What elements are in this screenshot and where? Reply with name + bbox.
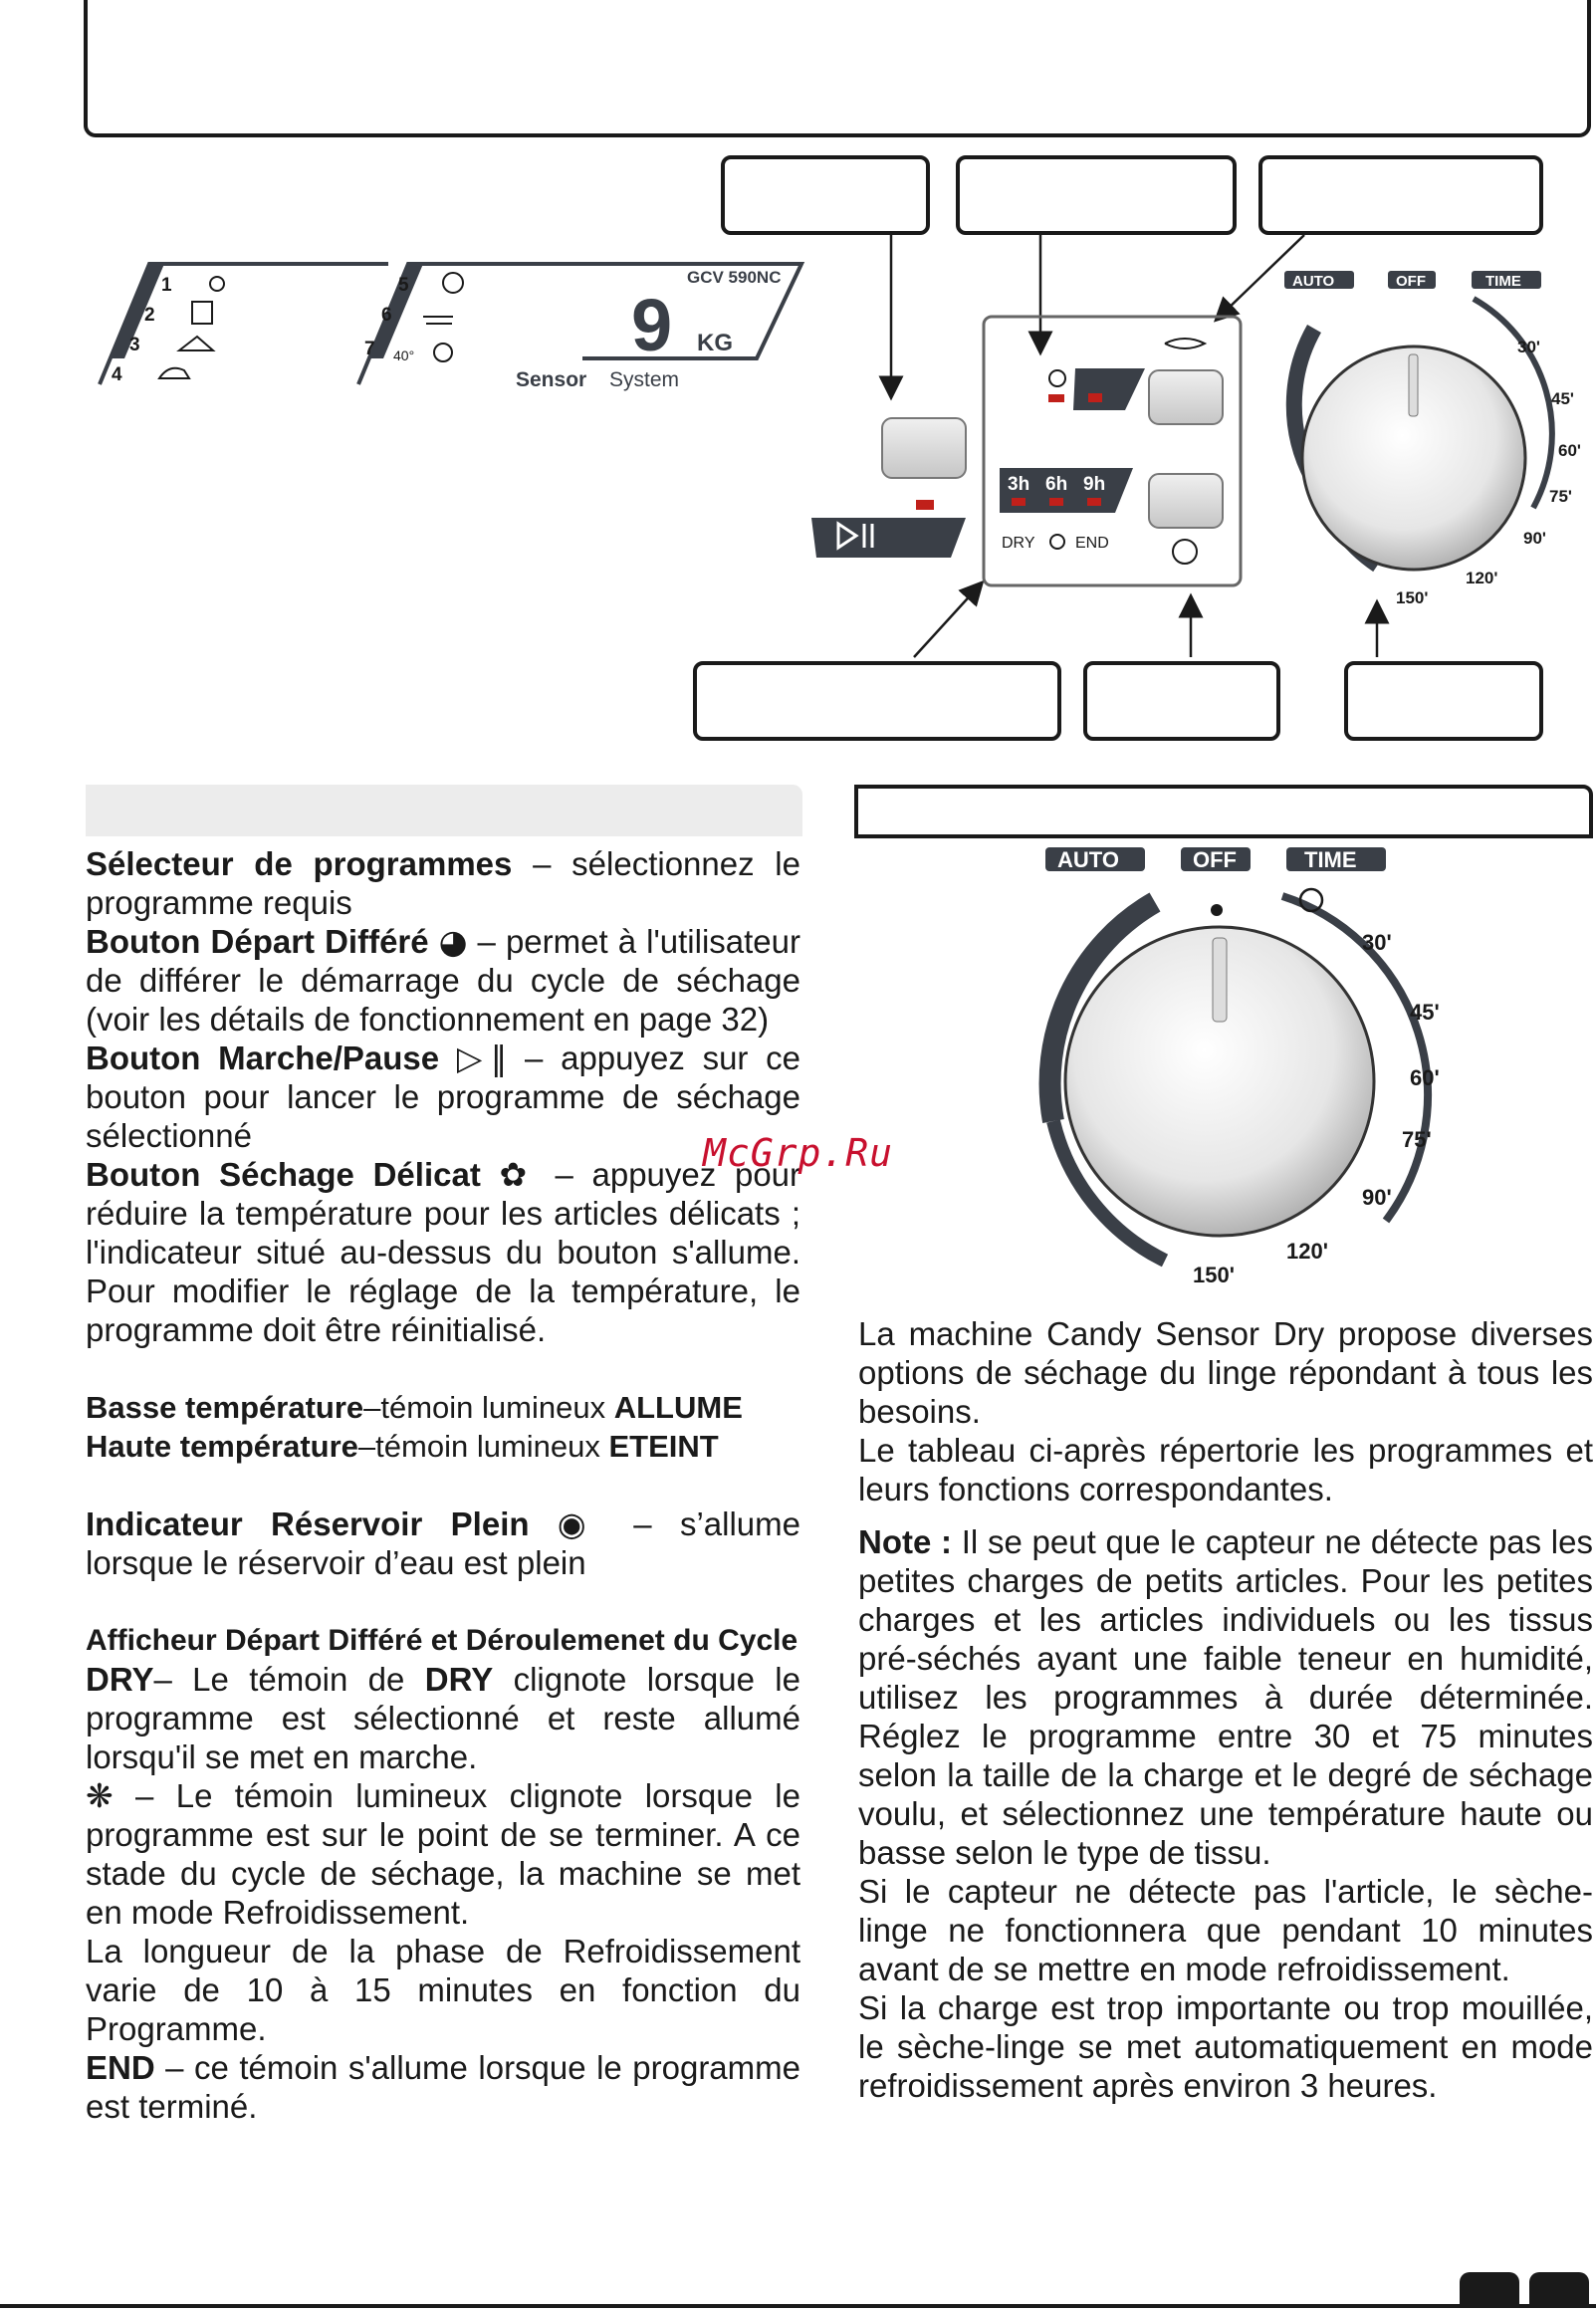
large-dial-75: 75' (1402, 1127, 1432, 1152)
page-tab-2 (1529, 2272, 1589, 2308)
sun-icon (210, 277, 224, 291)
watermark: McGrp.Ru (703, 1131, 894, 1175)
intro-2: Le tableau ci-après répertorie les programmes et leurs fonctions correspondantes. (858, 1432, 1593, 1507)
footer-line (0, 2304, 1596, 2308)
dial-off-label: OFF (1396, 273, 1426, 290)
end-desc: END – ce témoin s'allume lorsque le programme est terminé. (86, 2049, 800, 2125)
delay-clock-icon-inline: ◕ (438, 922, 468, 961)
capacity-value: 9 (631, 284, 673, 366)
dry-label: DRY (1002, 535, 1035, 552)
large-dial-off: OFF (1193, 847, 1237, 872)
timer-6h: 6h (1045, 474, 1068, 495)
timer-3h: 3h (1008, 474, 1030, 495)
brand-sensor: Sensor (516, 368, 587, 391)
large-dial-auto: AUTO (1057, 847, 1119, 872)
program-icons-mid (358, 264, 637, 384)
dial-150: 150' (1396, 588, 1429, 607)
iron-icon (159, 368, 189, 378)
low-temp-line: Basse température–témoin lumineux ALLUME (86, 1390, 743, 1425)
dial-auto-label: AUTO (1292, 273, 1335, 290)
svg-text:5: 5 (398, 275, 409, 296)
fan-desc: ❋ – Le témoin lumineux clignote lorsque le programme est sur le point de se terminer. A ce stade du cycle de séchage, la machine se met en mode Refroidissement. (86, 1776, 800, 1931)
dial-time-label: TIME (1485, 273, 1521, 290)
feather-icon (1165, 339, 1205, 348)
start-pause-desc: Bouton Marche/Pause ▷‖ – appuyez sur ce bouton pour lancer le programme de séchage sélectionné (86, 1039, 800, 1154)
svg-text:2: 2 (144, 305, 155, 326)
off-dot (1211, 904, 1223, 916)
fan-icon-inline: ❋ (86, 1776, 114, 1815)
tank-led (1048, 370, 1065, 402)
program-selector-desc: Sélecteur de programmes – sélectionnez le programme requis (86, 845, 800, 921)
program-dial-small[interactable] (1284, 271, 1581, 607)
dial-75: 75' (1549, 487, 1572, 506)
hanger-icon (179, 337, 213, 350)
delicate-desc: Bouton Séchage Délicat ✿ – appuyez pour réduire la température pour les articles délicats ; l'indicateur situé au-dessus du bouton s'allume. Pour modifier le réglage de la température, le programme doit être réinitialisé. (86, 1155, 801, 1348)
tank-desc: Indicateur Réservoir Plein ◉ – s’allume lorsque le réservoir d’eau est plein (86, 1504, 801, 1581)
delay-button-desc: Bouton Départ Différé ◕ – permet à l'utilisateur de différer le démarrage du cycle de séchage (voir les détails de fonctionnement en page 32) (86, 922, 800, 1038)
note: Note : Il se peut que le capteur ne détecte pas les petites charges de petits articles. Pour les petites charges et les articles individuels ou les tissus pré-séchés ayant une faible teneur en humidité, utilisez les programmes à durée déterminée. Réglez le programme entre 30 et 75 minutes selon la taille de la charge et le degré de séchage voulu, et sélectionnez une température haute ou basse selon le type de tissu. (858, 1523, 1593, 1871)
display-title: Afficheur Départ Différé et Déroulemenet du Cycle (86, 1624, 798, 1657)
large-dial-45: 45' (1410, 1000, 1440, 1025)
dial-120: 120' (1466, 569, 1498, 587)
model-label: GCV 590NC (687, 268, 782, 287)
large-dial-time: TIME (1304, 847, 1357, 872)
left-section-header (86, 785, 802, 836)
large-dial-60: 60' (1410, 1065, 1440, 1090)
large-dial-120: 120' (1286, 1239, 1328, 1264)
sensor-text: Si le capteur ne détecte pas l'article, le sèche-linge ne fonctionnera que pendant 10 minutes avant de se mettre en mode refroidissement. (858, 1873, 1593, 1987)
model-block (516, 264, 801, 391)
program-dial-large (1016, 842, 1440, 1300)
tank-full-icon (1049, 370, 1065, 386)
fan-icon (1050, 535, 1064, 549)
delay-start-button[interactable] (1149, 474, 1223, 564)
high-temp-line: Haute température–témoin lumineux ETEINT (86, 1429, 719, 1464)
svg-text:7: 7 (364, 339, 375, 359)
right-section-header (854, 785, 1593, 838)
large-dial-30: 30' (1362, 930, 1392, 955)
start-pause-button[interactable] (811, 418, 966, 558)
left-column-text (86, 844, 800, 2126)
dial-45: 45' (1551, 389, 1574, 408)
timer-9h: 9h (1083, 474, 1106, 495)
feather-icon-inline: ✿ (499, 1155, 537, 1194)
dial-90: 90' (1523, 529, 1546, 548)
brand-system: System (609, 368, 680, 391)
control-panel-diagram (0, 0, 1596, 757)
play-pause-icon-inline: ▷‖ (456, 1039, 508, 1077)
svg-text:1: 1 (161, 275, 172, 296)
large-dial-90: 90' (1362, 1185, 1392, 1210)
svg-text:4: 4 (112, 364, 122, 385)
svg-text:3: 3 (129, 335, 140, 355)
dry-desc: DRY– Le témoin de DRY clignote lorsque le programme est sélectionné et reste allumé lorsqu'il se met en marche. (86, 1661, 800, 1775)
right-column-text (858, 1314, 1593, 2105)
towel-icon (423, 317, 453, 324)
svg-text:6: 6 (381, 305, 392, 326)
delicate-button[interactable] (1073, 339, 1223, 424)
delay-display (1000, 468, 1133, 552)
page-tab-1 (1460, 2272, 1519, 2308)
timer-40-icon (434, 344, 452, 361)
cool-desc: La longueur de la phase de Refroidissement varie de 10 à 15 minutes en fonction du Programme. (86, 1933, 800, 2047)
program-icons-left (100, 264, 388, 385)
tank-full-icon-inline: ◉ (557, 1504, 605, 1543)
heavy-text: Si la charge est trop importante ou trop mouillée, le sèche-linge se met automatiquement en mode refroidissement après environ 3 heures. (858, 1989, 1593, 2104)
end-label: END (1075, 535, 1109, 552)
temp-40-label: 40° (393, 347, 415, 363)
capacity-unit: KG (697, 330, 733, 356)
cupboard-icon (192, 302, 212, 324)
wool-icon (443, 273, 463, 293)
delay-clock-icon (1173, 540, 1197, 564)
large-dial-150: 150' (1193, 1263, 1235, 1287)
dial-30: 30' (1517, 338, 1540, 356)
intro-1: La machine Candy Sensor Dry propose diverses options de séchage du linge répondant à tous les besoins. (858, 1315, 1593, 1430)
dial-60: 60' (1558, 441, 1581, 460)
